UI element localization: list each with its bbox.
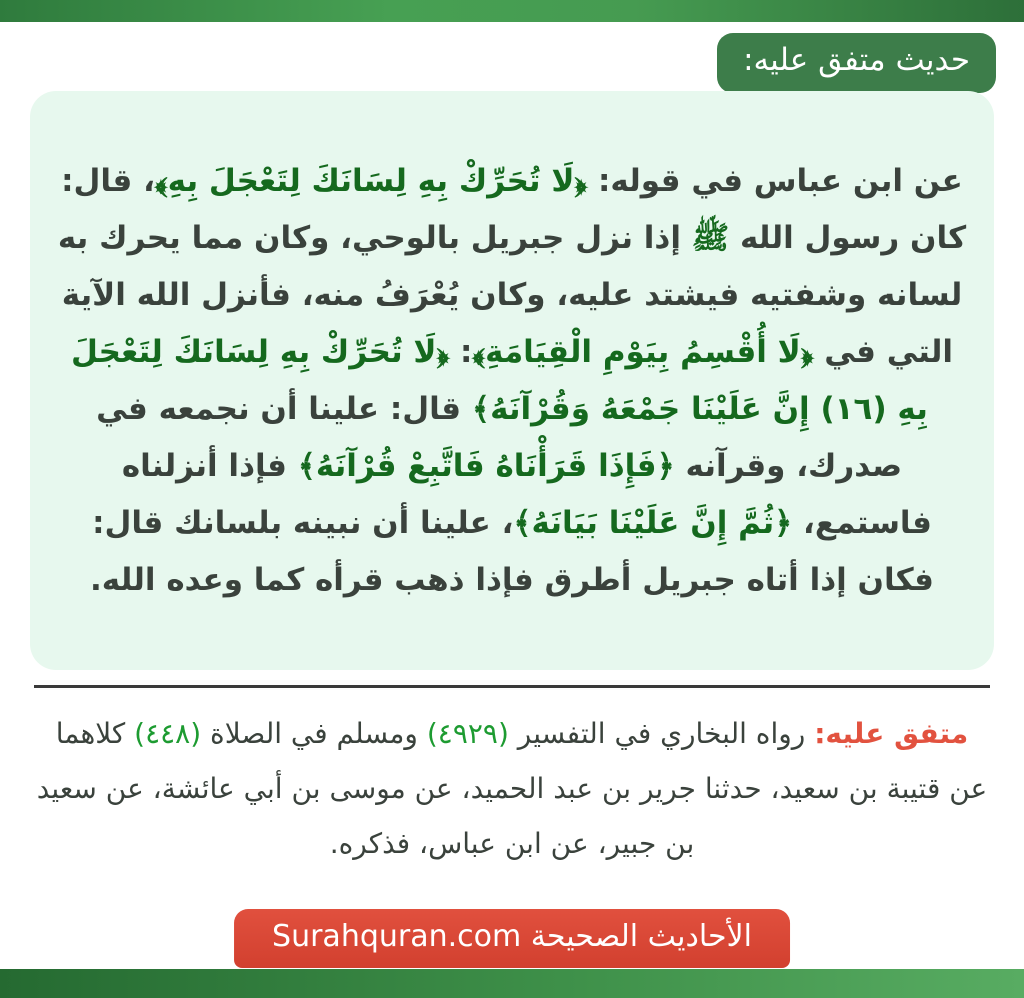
plain-text: ومسلم في الصلاة (201, 717, 427, 750)
quran-quote: ﷺ (691, 219, 730, 256)
quran-quote: ﴿لَا تُحَرِّكْ بِهِ لِسَانَكَ لِتَعْجَلَ بِهِ﴾ (154, 162, 588, 199)
reference-number: (٤٤٨) (134, 717, 202, 750)
plain-text: ، قال: كان رسول الله (61, 162, 967, 256)
plain-text: فإذا أنزلناه فاستمع، (121, 447, 932, 541)
attribution-text (34, 706, 990, 871)
plain-text: عن ابن عباس في قوله: (587, 162, 963, 199)
plain-text: ، علينا أن نبينه بلسانك قال: فكان إذا أتاه جبريل أطرق فإذا ذهب قرأه كما وعده الله. (90, 504, 934, 598)
quran-quote: ﴿ثُمَّ إِنَّ عَلَيْنَا بَيَانَهُ﴾ (513, 504, 793, 541)
top-banner-bar (0, 0, 1024, 22)
grading-label: متفق عليه: (814, 717, 969, 750)
reference-number: (٤٩٢٩) (426, 717, 509, 750)
hadith-type-label: حديث متفق عليه: (717, 33, 996, 93)
hadith-text (56, 153, 968, 609)
quran-quote: ﴿فَإِذَا قَرَأْنَاهُ فَاتَّبِعْ قُرْآنَهُ﴾ (297, 447, 675, 484)
plain-text: : (449, 333, 473, 370)
hadith-box (30, 91, 994, 670)
quran-quote: ﴿لَا أُقْسِمُ بِيَوْمِ الْقِيَامَةِ﴾ (472, 333, 814, 370)
source-badge[interactable]: الأحاديث الصحيحة Surahquran.com (234, 909, 790, 968)
plain-text: رواه البخاري في التفسير (508, 717, 815, 750)
bottom-banner-bar (0, 969, 1024, 998)
quran-quote: ﴿لَا تُحَرِّكْ بِهِ لِسَانَكَ لِتَعْجَلَ بِهِ (١٦) إِنَّ عَلَيْنَا جَمْعَهُ وَقُرْآنَهُ﴾ (70, 333, 928, 427)
plain-text: إذا نزل جبريل بالوحي، وكان مما يحرك به لسانه وشفتيه فيشتد عليه، وكان يُعْرَفُ منه، فأنزل الله الآية التي في (57, 219, 963, 370)
plain-text: كلاهما عن قتيبة بن سعيد، حدثنا جرير بن عبد الحميد، عن موسى بن أبي عائشة، عن سعيد بن جبير، عن ابن عباس، فذكره. (36, 717, 988, 860)
separator-line (34, 685, 990, 688)
plain-text: قال: علينا أن نجمعه في صدرك، وقرآنه (96, 390, 903, 484)
